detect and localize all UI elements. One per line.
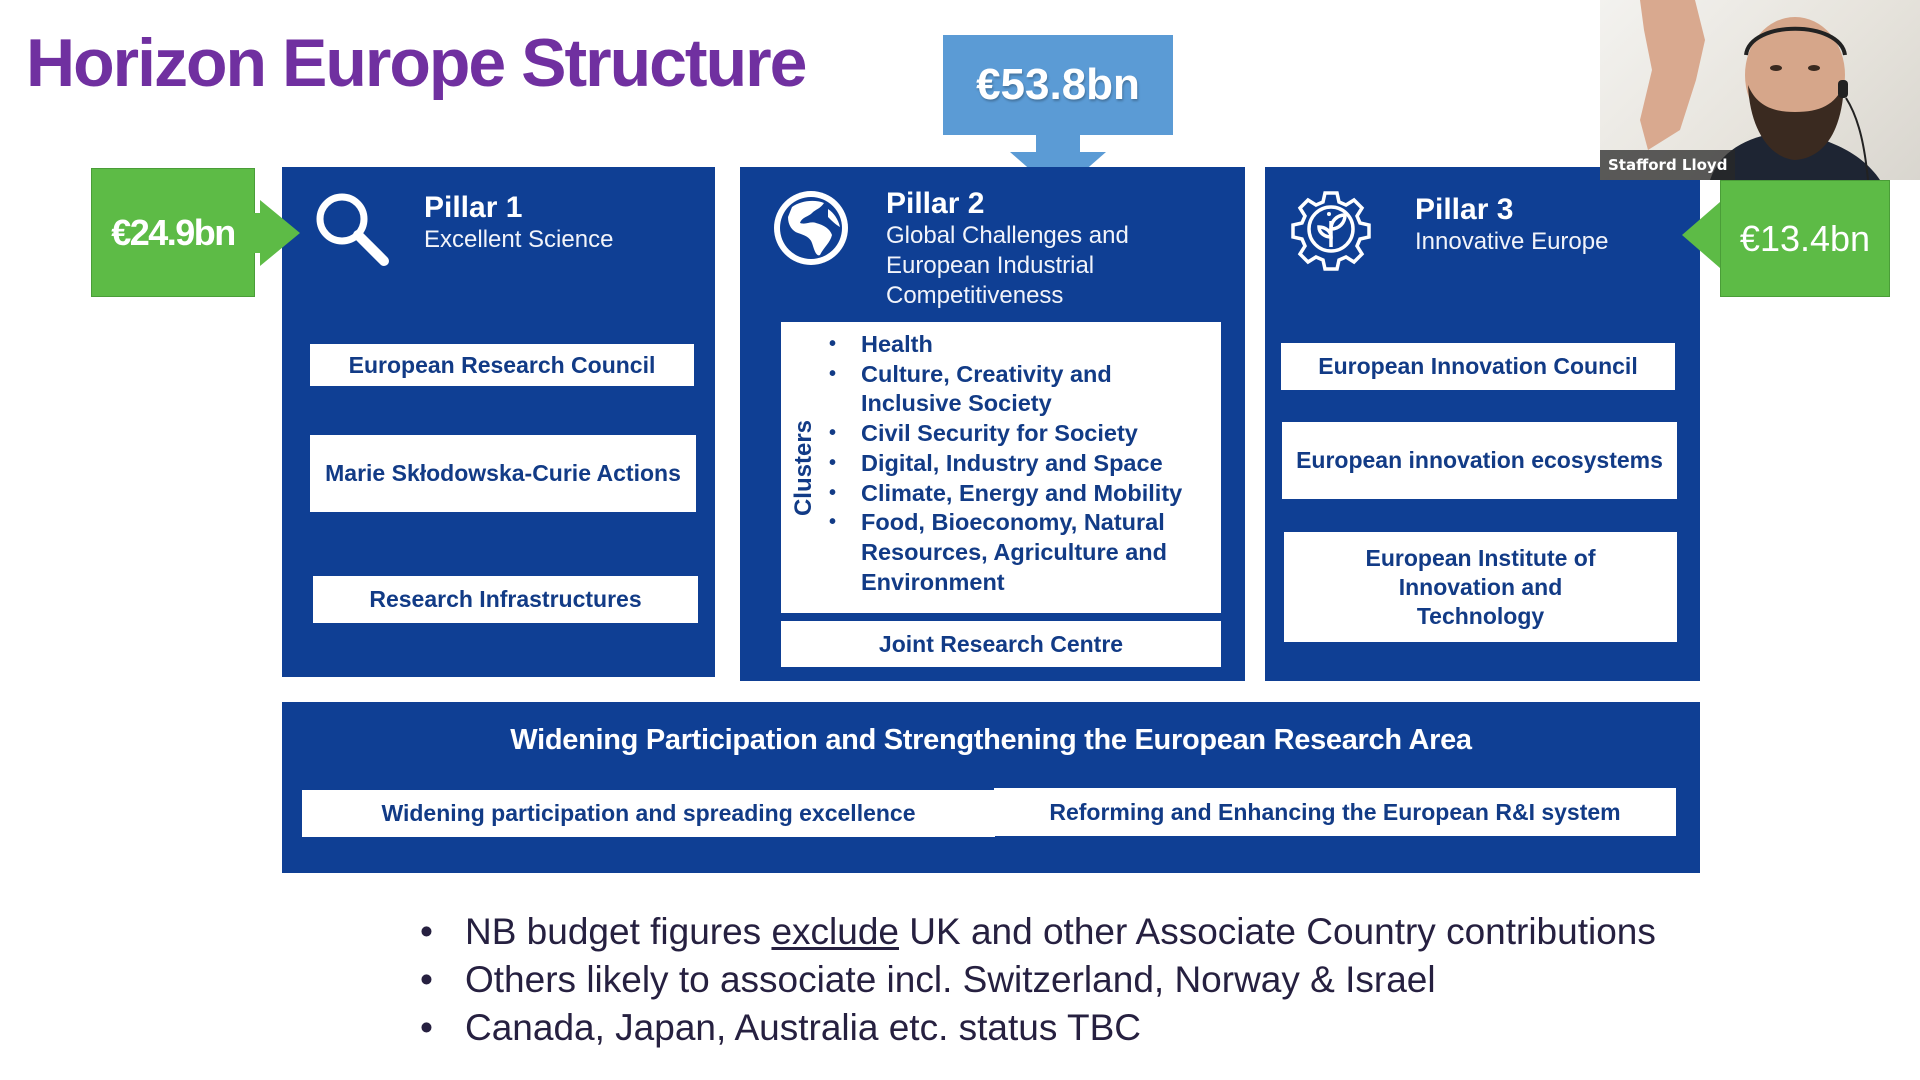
webcam-video-tile[interactable] [1600, 0, 1920, 180]
joint-research-centre-box: Joint Research Centre [781, 621, 1221, 667]
globe-icon [770, 187, 852, 269]
pillar-2-panel [740, 167, 1245, 681]
pillar-3-title: Pillar 3 [1415, 193, 1514, 226]
european-innovation-council-box: European Innovation Council [1281, 343, 1675, 390]
gear-plant-icon [1289, 187, 1373, 271]
pillar3-budget: €13.4bn [1739, 217, 1871, 259]
note-item: • NB budget figures exclude UK and other Associate Country contributions [420, 908, 1656, 956]
msca-box: Marie Skłodowska-Curie Actions [310, 435, 696, 512]
right-arrow-icon [254, 200, 300, 266]
pillar1-budget-callout [91, 168, 255, 297]
participant-name-label: Stafford Lloyd [1600, 150, 1735, 180]
pillar-2-title: Pillar 2 [886, 187, 985, 220]
pillar1-budget: €24.9bn [111, 211, 235, 253]
research-infrastructures-box: Research Infrastructures [313, 576, 698, 623]
note-item: • Others likely to associate incl. Switzerland, Norway & Israel [420, 956, 1656, 1004]
clusters-label: Clusters [790, 419, 818, 516]
pillar-2-subtitle-line1: Global Challenges and [886, 222, 1129, 249]
widening-participation-box: Widening participation and spreading excellence [302, 790, 995, 837]
pillar-3-subtitle: Innovative Europe [1415, 228, 1609, 255]
cluster-item: • Civil Security for Society [829, 419, 1213, 449]
eit-box: European Institute of Innovation and Technology [1284, 532, 1677, 642]
pillar-2-subtitle-line3: Competitiveness [886, 282, 1064, 309]
innovation-ecosystems-box: European innovation ecosystems [1282, 422, 1677, 499]
cluster-item: • Climate, Energy and Mobility [829, 479, 1213, 509]
pillar-1-subtitle: Excellent Science [424, 226, 614, 253]
underlined-word: exclude [771, 911, 899, 952]
cluster-item: • Culture, Creativity and Inclusive Society [829, 360, 1213, 419]
era-panel [282, 702, 1700, 873]
pillar-2-subtitle-line2: European Industrial [886, 252, 1095, 279]
reforming-ri-system-box: Reforming and Enhancing the European R&I system [994, 788, 1676, 836]
pillar3-budget-callout [1720, 180, 1890, 297]
cluster-item: • Health [829, 330, 1213, 360]
cluster-item: • Digital, Industry and Space [829, 449, 1213, 479]
clusters-box [781, 322, 1221, 613]
slide-title: Horizon Europe Structure [26, 25, 806, 101]
pillar-1-title: Pillar 1 [424, 191, 523, 224]
cluster-item: • Food, Bioeconomy, Natural Resources, Agriculture and Environment [829, 508, 1213, 597]
note-item: • Canada, Japan, Australia etc. status TBC [420, 1004, 1656, 1052]
pillar-3-panel [1265, 167, 1700, 681]
european-research-council-box: European Research Council [310, 344, 694, 386]
magnifier-icon [310, 187, 394, 271]
notes-list [420, 908, 1656, 1052]
era-title: Widening Participation and Strengthening the European Research Area [510, 724, 1472, 756]
pillar-1-panel [282, 167, 715, 677]
cluster-list [829, 330, 1213, 597]
pillar2-budget-callout [943, 35, 1173, 135]
pillar2-budget: €53.8bn [976, 60, 1140, 109]
